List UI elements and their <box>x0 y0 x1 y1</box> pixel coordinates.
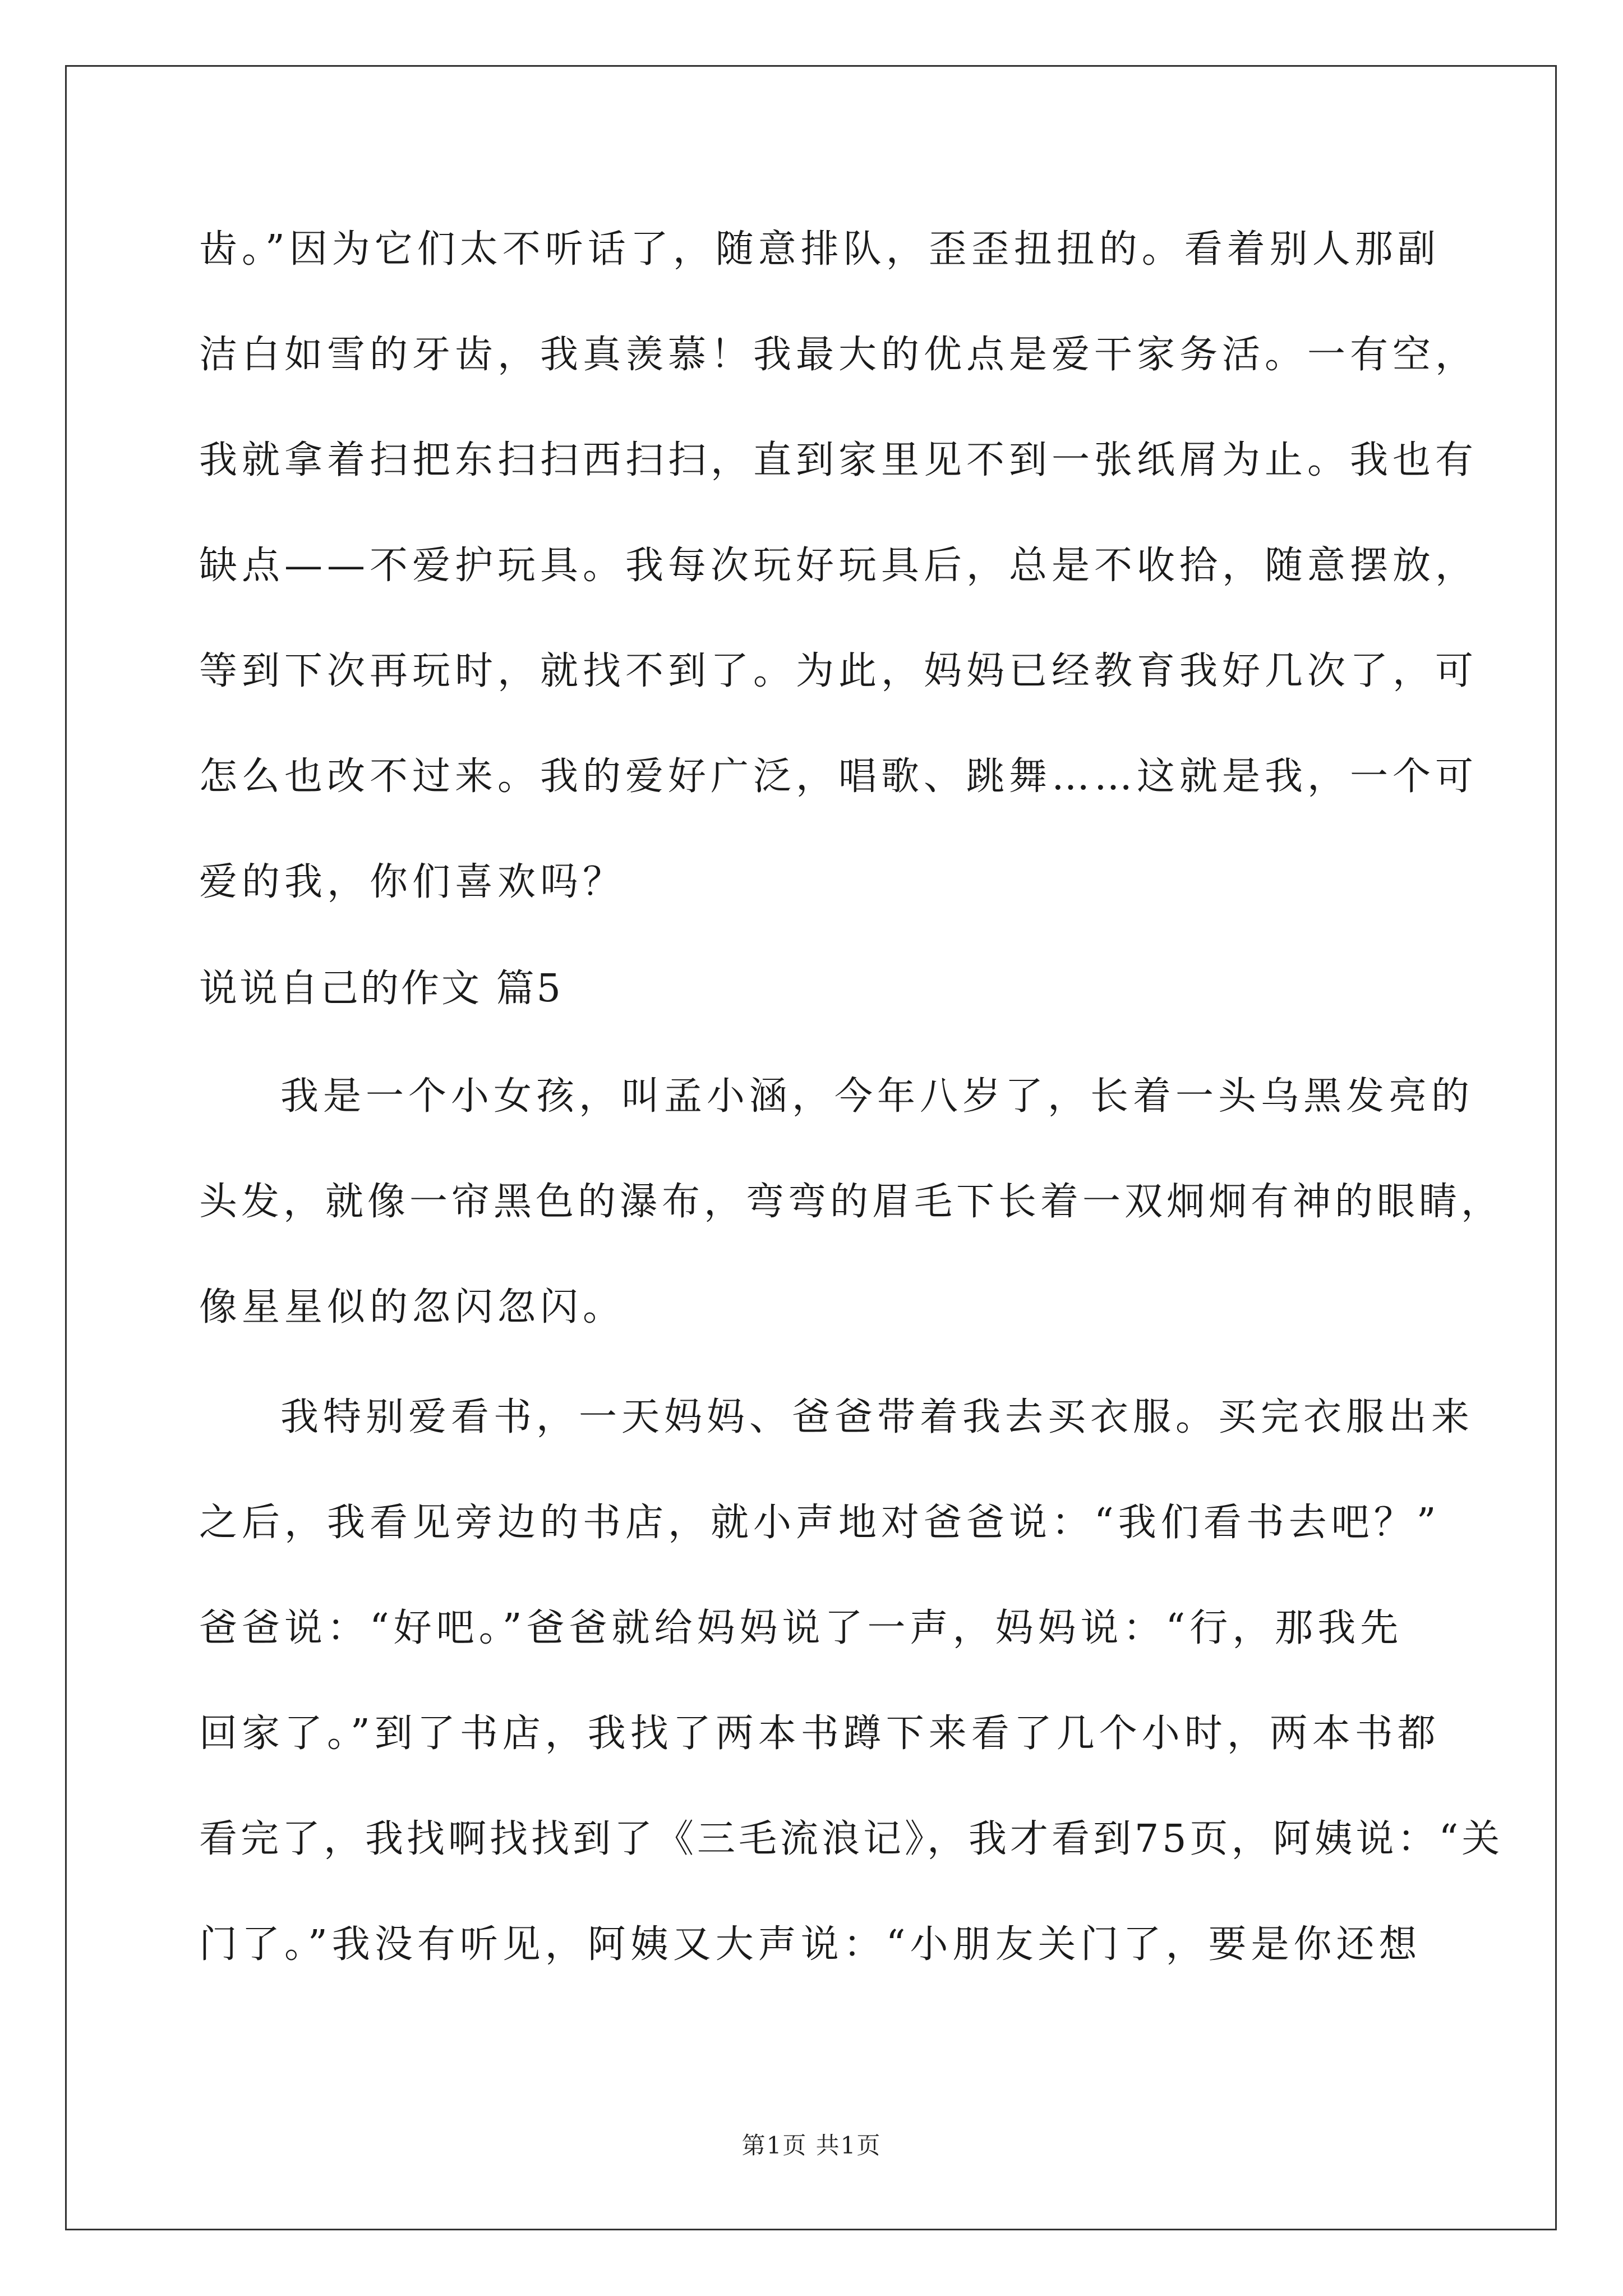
text-line: 缺点——不爱护玩具。我每次玩好玩具后，总是不收拾，随意摆放， <box>199 544 1478 588</box>
text-line: 爱的我，你们喜欢吗？ <box>199 860 626 904</box>
section-heading: 说说自己的作文 篇5 <box>199 967 563 1011</box>
text-line: 看完了，我找啊找找到了《三毛流浪记》，我才看到75页，阿姨说：“关 <box>199 1817 1504 1861</box>
text-line: 齿。”因为它们太不听话了，随意排队，歪歪扭扭的。看着别人那副 <box>199 227 1440 272</box>
text-line: 洁白如雪的牙齿，我真羡慕！我最大的优点是爱干家务活。一有空， <box>199 333 1478 377</box>
page-footer: 第1页 共1页 <box>741 2132 882 2159</box>
text-line: 回家了。”到了书店，我找了两本书蹲下来看了几个小时，两本书都 <box>199 1711 1440 1756</box>
text-line: 像星星似的忽闪忽闪。 <box>199 1285 626 1329</box>
text-line: 我是一个小女孩，叫孟小涵，今年八岁了，长着一头乌黑发亮的 <box>280 1074 1474 1119</box>
text-line: 门了。”我没有听见，阿姨又大声说：“小朋友关门了，要是你还想 <box>199 1922 1422 1967</box>
text-line: 我特别爱看书，一天妈妈、爸爸带着我去买衣服。买完衣服出来 <box>280 1395 1474 1439</box>
page-border <box>65 65 1557 2230</box>
text-line: 怎么也改不过来。我的爱好广泛，唱歌、跳舞……这就是我，一个可 <box>199 754 1478 799</box>
text-line: 我就拿着扫把东扫扫西扫扫，直到家里见不到一张纸屑为止。我也有 <box>199 438 1478 482</box>
text-line: 等到下次再玩时，就找不到了。为此，妈妈已经教育我好几次了，可 <box>199 649 1478 693</box>
text-line: 之后，我看见旁边的书店，就小声地对爸爸说：“我们看书去吧？” <box>199 1501 1441 1545</box>
text-line: 头发，就像一帘黑色的瀑布，弯弯的眉毛下长着一双炯炯有神的眼睛， <box>199 1180 1504 1224</box>
text-line: 爸爸说：“好吧。”爸爸就给妈妈说了一声，妈妈说：“行，那我先 <box>199 1606 1403 1650</box>
